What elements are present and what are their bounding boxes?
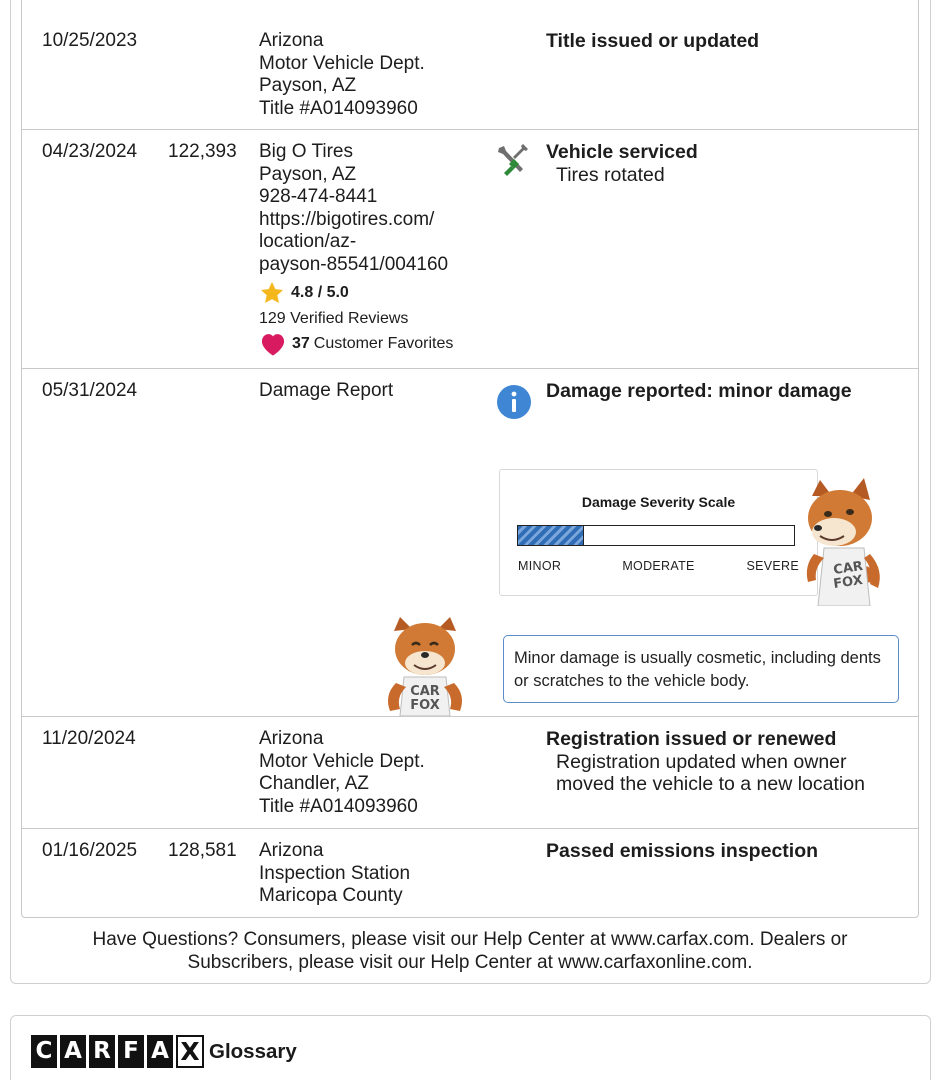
- record-source: [259, 141, 489, 357]
- history-row-5: [22, 840, 918, 915]
- row-divider: [22, 368, 918, 369]
- fox-shirt-text: FOX: [832, 573, 864, 592]
- record-source: [259, 840, 489, 908]
- logo-letter: R: [89, 1035, 115, 1068]
- logo-letter: A: [60, 1035, 86, 1068]
- record-odometer: 128,581: [168, 840, 237, 861]
- source-line: Motor Vehicle Dept.: [259, 52, 425, 74]
- help-line-1: Have Questions? Consumers, please visit our Help Center at www.carfax.com. Dealers or: [92, 929, 848, 950]
- source-line: Inspection Station: [259, 862, 411, 884]
- comment-detail: moved the vehicle to a new location: [556, 773, 865, 795]
- source-line: Big O Tires: [259, 141, 353, 162]
- source-line[interactable]: https://bigotires.com/: [259, 208, 435, 230]
- history-row-2: [22, 141, 918, 369]
- comment-title: Passed emissions inspection: [546, 840, 819, 862]
- fox-shirt-text: FOX: [410, 698, 440, 713]
- verified-reviews[interactable]: 129 Verified Reviews: [259, 310, 409, 327]
- record-date: 10/25/2023: [42, 30, 138, 51]
- source-line: Arizona: [259, 728, 324, 749]
- info-icon: [496, 384, 532, 420]
- wrench-screwdriver-icon: [495, 142, 531, 178]
- history-row-3: [22, 380, 918, 716]
- carfox-mascot: [382, 615, 468, 716]
- favorites-row: [259, 331, 489, 357]
- carfox-mascot: [794, 478, 890, 606]
- source-line[interactable]: payson-85541/004160: [259, 253, 449, 275]
- record-comment: [546, 840, 818, 863]
- glossary-title: Glossary: [209, 1040, 297, 1063]
- record-odometer: 122,393: [168, 141, 237, 162]
- source-line: Chandler, AZ: [259, 773, 369, 794]
- carfax-logo: [31, 1035, 204, 1068]
- comment-detail: Registration updated when owner: [556, 750, 847, 773]
- source-line: Damage Report: [259, 380, 394, 401]
- logo-letter: A: [147, 1035, 173, 1068]
- record-comment: [546, 141, 698, 186]
- fox-shirt-text: CAR: [410, 684, 440, 699]
- favorites-label: Customer Favorites: [313, 334, 454, 352]
- damage-severity-scale: [499, 469, 818, 596]
- source-line: Maricopa County: [259, 885, 403, 906]
- star-icon: [259, 280, 285, 306]
- source-line: Arizona: [259, 840, 324, 861]
- comment-title: Vehicle serviced: [546, 141, 698, 163]
- record-comment: [546, 30, 759, 53]
- row-divider: [22, 129, 918, 130]
- record-comment: [546, 380, 852, 403]
- comment-title: Title issued or updated: [546, 30, 760, 52]
- source-line: Payson, AZ: [259, 163, 357, 185]
- rating-row: [259, 280, 489, 306]
- record-date: 01/16/2025: [42, 840, 138, 861]
- record-source: [259, 380, 489, 403]
- record-comment: [546, 728, 865, 796]
- source-line: Title #A014093960: [259, 97, 418, 119]
- severity-label-moderate: MODERATE: [622, 559, 695, 573]
- damage-note: Minor damage is usually cosmetic, including dents or scratches to the vehicle body.: [503, 635, 899, 703]
- source-line: Arizona: [259, 30, 324, 51]
- fox-shirt-text: CAR: [832, 558, 864, 578]
- source-line: Motor Vehicle Dept.: [259, 750, 425, 772]
- severity-label-minor: MINOR: [518, 559, 562, 573]
- record-date: 11/20/2024: [42, 728, 136, 749]
- history-row-1: [22, 30, 918, 130]
- help-line-2: Subscribers, please visit our Help Center at www.carfaxonline.com.: [187, 951, 753, 973]
- source-line[interactable]: 928-474-8441: [259, 186, 378, 207]
- logo-letter: X: [176, 1035, 204, 1068]
- history-row-4: [22, 728, 918, 828]
- severity-title: Damage Severity Scale: [581, 494, 736, 510]
- comment-title: Damage reported: minor damage: [546, 380, 852, 402]
- severity-bar: [517, 525, 795, 546]
- logo-letter: C: [31, 1035, 57, 1068]
- source-line: Payson, AZ: [259, 75, 357, 96]
- row-divider: [22, 716, 918, 717]
- rating-value: 4.8 / 5.0: [291, 283, 349, 301]
- logo-letter: F: [118, 1035, 144, 1068]
- help-center-text: [22, 929, 918, 974]
- record-source: [259, 728, 489, 818]
- source-line[interactable]: location/az-: [259, 231, 357, 252]
- comment-detail: Tires rotated: [556, 163, 665, 186]
- glossary-section: [10, 1015, 931, 1080]
- record-date: 05/31/2024: [42, 380, 138, 401]
- severity-label-severe: SEVERE: [746, 559, 799, 573]
- record-date: 04/23/2024: [42, 141, 138, 162]
- record-source: [259, 30, 489, 120]
- comment-title: Registration issued or renewed: [546, 728, 837, 750]
- heart-icon: [259, 331, 287, 357]
- source-line: Title #A014093960: [259, 795, 418, 817]
- favorites-count: 37: [292, 334, 310, 352]
- row-divider: [22, 828, 918, 829]
- severity-fill: [518, 526, 584, 545]
